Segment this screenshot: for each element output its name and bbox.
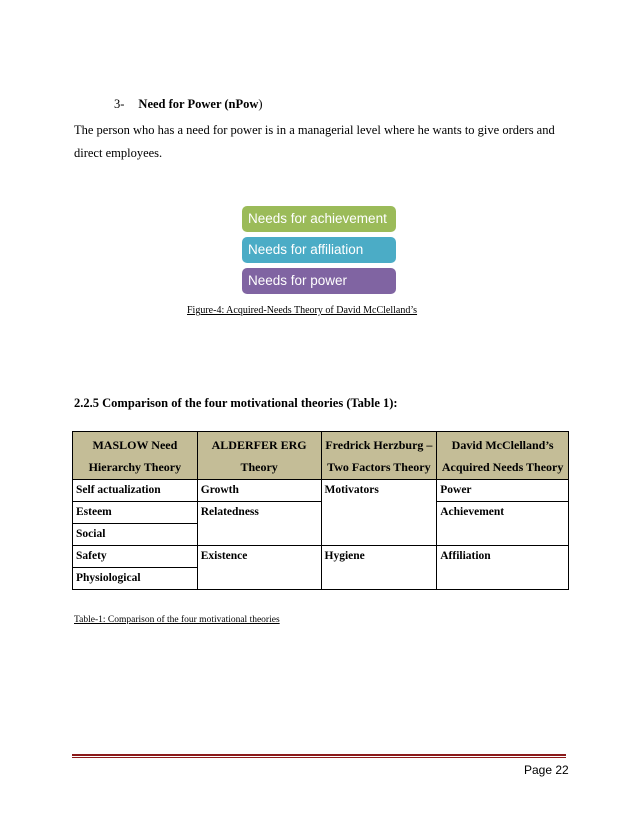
maslow-cell: Esteem [73, 502, 198, 524]
header-herzberg: Fredrick Herzburg – Two Factors Theory [321, 432, 437, 480]
mcclelland-cell: Affiliation [437, 546, 569, 590]
subsection-heading [114, 97, 263, 112]
figure-caption: Figure-4: Acquired-Needs Theory of David McClelland’s [187, 305, 418, 316]
section-title: 2.2.5 Comparison of the four motivational theories (Table 1): [74, 396, 398, 410]
alderfer-cell: Existence [197, 546, 321, 590]
list-number: 3- [114, 97, 125, 111]
figure-item-achievement: Needs for achievement [242, 206, 396, 232]
page-number: Page 22 [524, 763, 569, 777]
alderfer-cell: Relatedness [197, 502, 321, 546]
herzberg-cell: Motivators [321, 480, 437, 546]
figure-item-power: Needs for power [242, 268, 396, 294]
mcclelland-cell: Achievement [437, 502, 569, 546]
table-row [73, 480, 569, 502]
figure-item-affiliation: Needs for affiliation [242, 237, 396, 263]
footer-rule-thin [72, 757, 566, 758]
footer-rule [72, 754, 566, 756]
maslow-cell: Physiological [73, 568, 198, 590]
alderfer-cell: Growth [197, 480, 321, 502]
comparison-table [72, 431, 569, 590]
header-alderfer: ALDERFER ERG Theory [197, 432, 321, 480]
maslow-cell: Social [73, 524, 198, 546]
maslow-cell: Safety [73, 546, 198, 568]
header-maslow: MASLOW Need Hierarchy Theory [73, 432, 198, 480]
table-caption: Table-1: Comparison of the four motivational theories [74, 615, 280, 625]
table-row [73, 546, 569, 568]
body-paragraph: The person who has a need for power is in a managerial level where he wants to give orders and direct employees. [74, 123, 555, 160]
table-header-row [73, 432, 569, 480]
herzberg-cell: Hygiene [321, 546, 437, 590]
heading-title: Need for Power (nPow [138, 97, 259, 111]
header-mcclelland: David McClelland’s Acquired Needs Theory [437, 432, 569, 480]
heading-close-paren: ) [258, 97, 263, 111]
table-row [73, 502, 569, 524]
mcclelland-cell: Power [437, 480, 569, 502]
maslow-cell: Self actualization [73, 480, 198, 502]
